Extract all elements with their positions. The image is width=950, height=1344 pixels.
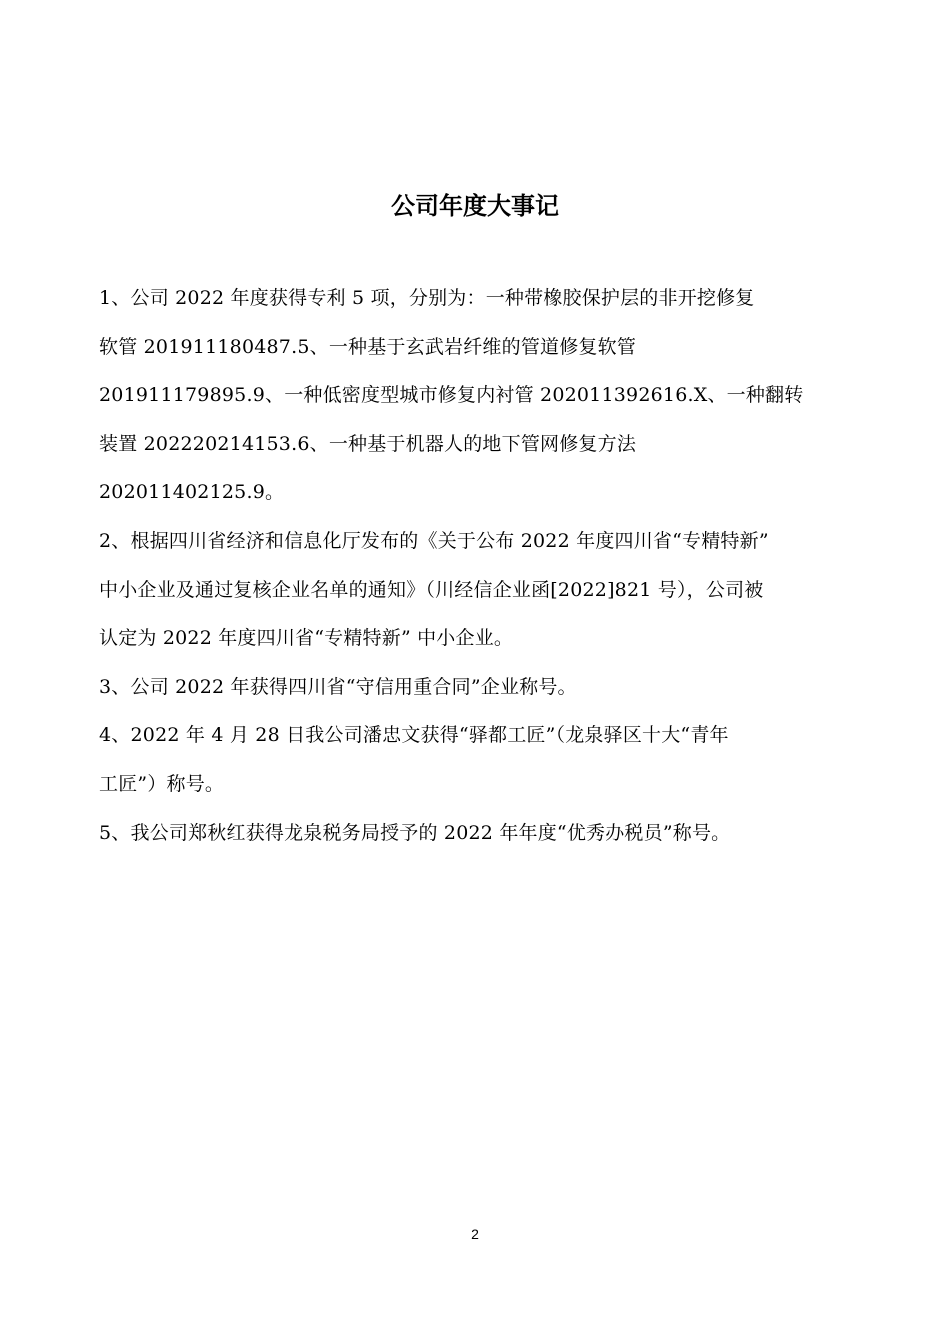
text-line: 2、根据四川省经济和信息化厅发布的《关于公布 2022 年度四川省“专精特新” — [99, 529, 769, 552]
text-line: 装置 202220214153.6、一种基于机器人的地下管网修复方法 — [99, 432, 637, 455]
paragraph-patents — [99, 274, 859, 517]
text-line: 认定为 2022 年度四川省“专精特新” 中小企业。 — [99, 627, 514, 650]
text-line: 1、公司 2022 年度获得专利 5 项，分别为：一种带橡胶保护层的非开挖修复 — [99, 287, 755, 309]
text-line: 3、公司 2022 年获得四川省“守信用重合同”企业称号。 — [99, 675, 577, 698]
paragraph-tax-award — [99, 809, 859, 858]
page-number: 2 — [471, 1226, 479, 1242]
text-line: 4、2022 年 4 月 28 日我公司潘忠文获得“驿都工匠”（龙泉驿区十大“青年 — [99, 724, 729, 747]
text-line: 202011402125.9。 — [99, 481, 285, 504]
paragraph-specialized-sme — [99, 517, 859, 663]
text-line: 工匠”）称号。 — [99, 772, 225, 795]
text-line: 软管 201911180487.5、一种基于玄武岩纤维的管道修复软管 — [99, 335, 637, 358]
text-line: 中小企业及通过复核企业名单的通知》（川经信企业函[2022]821 号），公司被 — [99, 578, 764, 601]
document-body — [99, 274, 859, 857]
text-line: 201911179895.9、一种低密度型城市修复内衬管 202011392616.X、一种翻转 — [99, 384, 804, 407]
page-title: 公司年度大事记 — [391, 192, 559, 221]
text-line: 5、我公司郑秋红获得龙泉税务局授予的 2022 年年度“优秀办税员”称号。 — [99, 821, 731, 844]
paragraph-credit-title — [99, 663, 859, 712]
paragraph-craftsman-award — [99, 711, 859, 808]
